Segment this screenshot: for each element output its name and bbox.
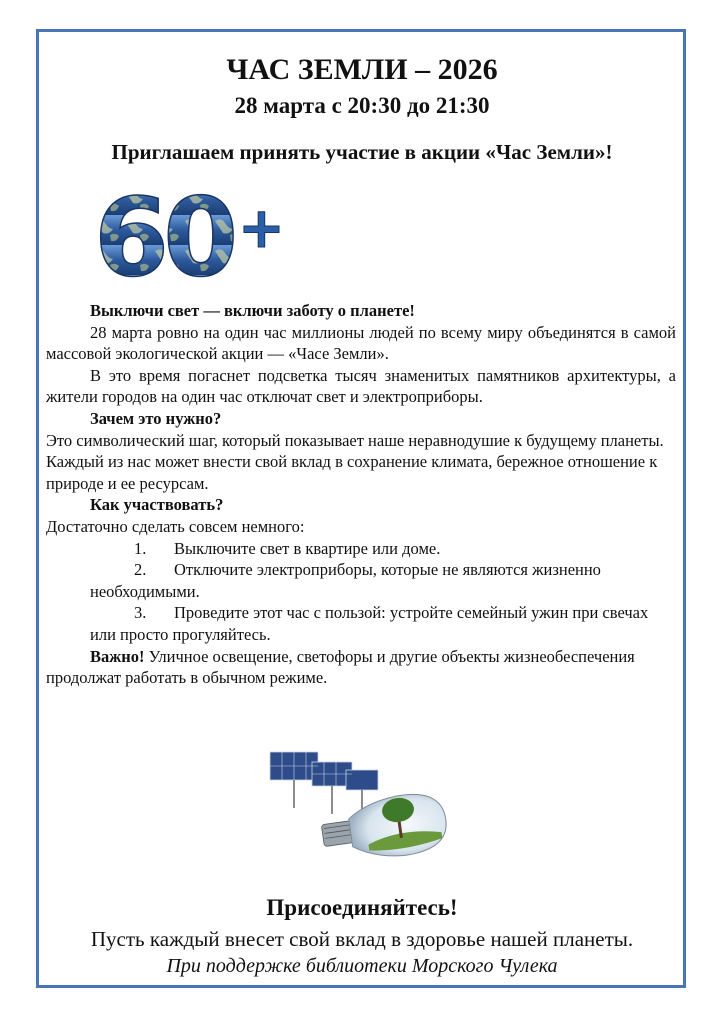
why-heading: Зачем это нужно? [90, 408, 222, 428]
list-number: 1. [134, 538, 147, 558]
support-note: При поддержке библиотеки Морского Чулека [166, 955, 558, 977]
svg-text:60: 60 [94, 185, 233, 287]
solar-panels-lightbulb-tree-icon [268, 748, 458, 858]
how-intro: Достаточно сделать совсем немного: [46, 516, 305, 536]
why-text: Это символический шаг, который показывает наше неравнодушие к будущему планеты. Каждый из нас может внести свой вклад в сохранение климата, бережное отношение к природе и ее ресурсам. [46, 430, 664, 493]
important-label: Важно! [90, 646, 145, 666]
slogan: Выключи свет — включи заботу о планете! [90, 301, 415, 320]
list-text: Отключите электроприборы, которые не являются жизненно необходимыми. [90, 560, 601, 601]
list-item [46, 602, 676, 645]
important-text: Уличное освещение, светофоры и другие объекты жизнеобеспечения продолжат работать в обычном режиме. [46, 646, 635, 688]
paragraph-2: В это время погаснет подсветка тысяч знаменитых памятников архитектуры, а жители городов на один час отключат свет и электроприборы. [46, 365, 676, 407]
list-item [46, 538, 676, 560]
how-heading: Как участвовать? [90, 495, 224, 515]
list-item [46, 559, 676, 602]
list-number: 2. [134, 560, 147, 580]
invitation-heading: Приглашаем принять участие в акции «Час Земли»! [111, 140, 613, 164]
important-note [46, 646, 676, 689]
list-number: 3. [134, 603, 147, 623]
event-date: 28 марта с 20:30 до 21:30 [234, 93, 490, 118]
closing-wish: Пусть каждый внесет свой вклад в здоровье нашей планеты. [90, 927, 634, 951]
list-text: Проведите этот час с пользой: устройте семейный ужин при свечах или просто прогуляйтесь. [90, 603, 649, 644]
svg-text:+: + [238, 196, 285, 261]
list-text: Выключите свет в квартире или доме. [174, 538, 441, 558]
paragraph-1: 28 марта ровно на один час миллионы людей по всему миру объединятся в самой массовой экологической акции — «Часе Земли». [46, 322, 676, 364]
main-content [46, 300, 676, 689]
call-to-action: Присоединяйтесь! [266, 895, 458, 920]
earth-hour-60-plus-logo-icon [92, 185, 292, 287]
page-title: ЧАС ЗЕМЛИ – 2026 [226, 53, 498, 86]
